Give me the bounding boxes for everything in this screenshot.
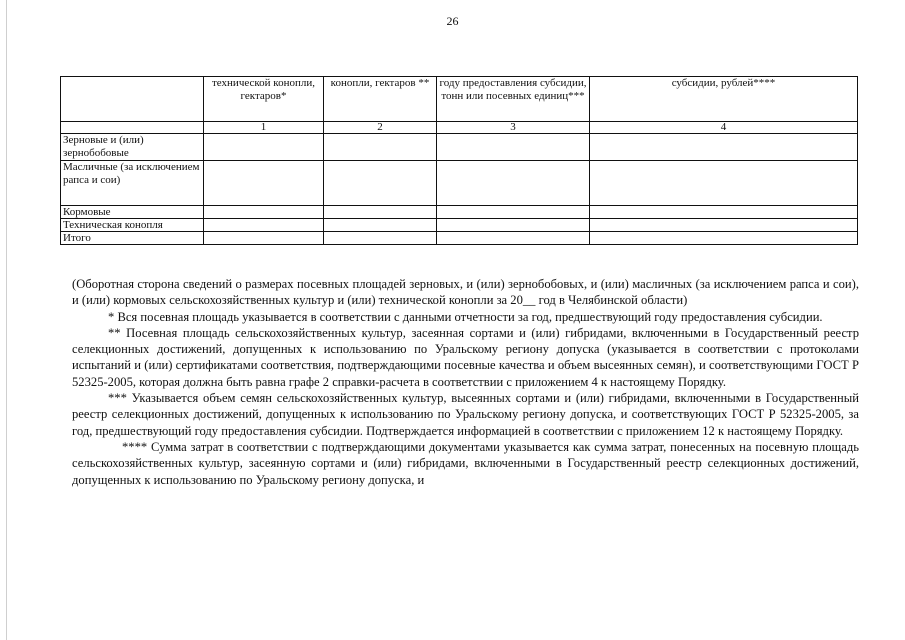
table-cell [324, 232, 437, 245]
table-header-row [61, 77, 858, 122]
page-margin-line [6, 0, 7, 640]
row-label: Итого [61, 232, 204, 245]
page-number: 26 [446, 14, 459, 28]
table-cell [324, 219, 437, 232]
header-cell: году предоставления субсидии, тонн или посевных единиц*** [437, 77, 590, 122]
footnote-4: **** Сумма затрат в соответствии с подтверждающими документами указывается как сумма затрат, понесенных на посевную площадь сельскохозяйственных культур, засеянную сортами и (или) гибридами, включенными в Государственный реестр селекционных достижений, допущенных к использованию по Уральскому региону допуска, и [72, 439, 859, 487]
footnote-3: *** Указывается объем семян сельскохозяйственных культур, высеянных сортами и (или) гибридами, включенными в Государственный реестр селекционных достижений, допущенных к использованию по Уральскому региону допуска, и соответствующих ГОСТ Р 52325-2005, за год, предшествующий году предоставления субсидии. Подтверждается информацией в соответствии с приложением 12 к настоящему Порядку. [72, 391, 859, 438]
footnote-1: * Вся посевная площадь указывается в соответствии с данными отчетности за год, предшествующий году предоставления субсидии. [108, 309, 823, 324]
column-number-cell: 4 [590, 122, 858, 134]
table-cell [324, 206, 437, 219]
column-number-cell: 1 [204, 122, 324, 134]
table-cell [590, 134, 858, 161]
header-cell: субсидии, рублей**** [590, 77, 858, 122]
row-label: Техническая конопля [61, 219, 204, 232]
row-label: Зерновые и (или) зернобобовые [61, 134, 204, 161]
table-cell [204, 134, 324, 161]
table-cell [590, 232, 858, 245]
row-label: Масличные (за исключением рапса и сои) [61, 161, 204, 206]
table-cell [204, 161, 324, 206]
table-row [61, 161, 858, 206]
footnote-2: ** Посевная площадь сельскохозяйственных культур, засеянная сортами и (или) гибридами, включенными в Государственный реестр селекционных достижений, допущенных к использованию по Уральскому региону допуска (указывается в соответствии с протоколами испытаний и (или) сертификатами соответствия, подтверждающими посевные качества и объем высеянных семян), и соответствующими ГОСТ Р 52325-2005, которая должна быть равна графе 2 справки-расчета в соответствии с приложением 4 к настоящему Порядку. [72, 325, 859, 389]
header-cell: технической конопли, гектаров* [204, 77, 324, 122]
column-number-cell [61, 122, 204, 134]
table-cell [204, 232, 324, 245]
table-row [61, 134, 858, 161]
reverse-side-caption: (Оборотная сторона сведений о размерах посевных площадей зерновых, и (или) зернобобовых, и (или) масличных (за исключением рапса и сои), и (или) кормовых сельскохозяйственных культур и (или) технической конопли за 20__ год в Челябинской области) [72, 277, 859, 308]
table-cell [437, 134, 590, 161]
table-cell [590, 219, 858, 232]
footnotes-text [72, 276, 859, 488]
table-cell [204, 206, 324, 219]
column-number-row [61, 122, 858, 134]
table-cell [324, 161, 437, 206]
column-number-cell: 2 [324, 122, 437, 134]
table-row [61, 219, 858, 232]
header-cell [61, 77, 204, 122]
row-label: Кормовые [61, 206, 204, 219]
table-row [61, 206, 858, 219]
table-cell [324, 134, 437, 161]
table-cell [590, 161, 858, 206]
table-row [61, 232, 858, 245]
table-cell [437, 206, 590, 219]
table-cell [204, 219, 324, 232]
table-cell [437, 161, 590, 206]
table-cell [590, 206, 858, 219]
table-cell [437, 232, 590, 245]
table-cell [437, 219, 590, 232]
crop-data-table [60, 76, 858, 245]
column-number-cell: 3 [437, 122, 590, 134]
header-cell: конопли, гектаров ** [324, 77, 437, 122]
